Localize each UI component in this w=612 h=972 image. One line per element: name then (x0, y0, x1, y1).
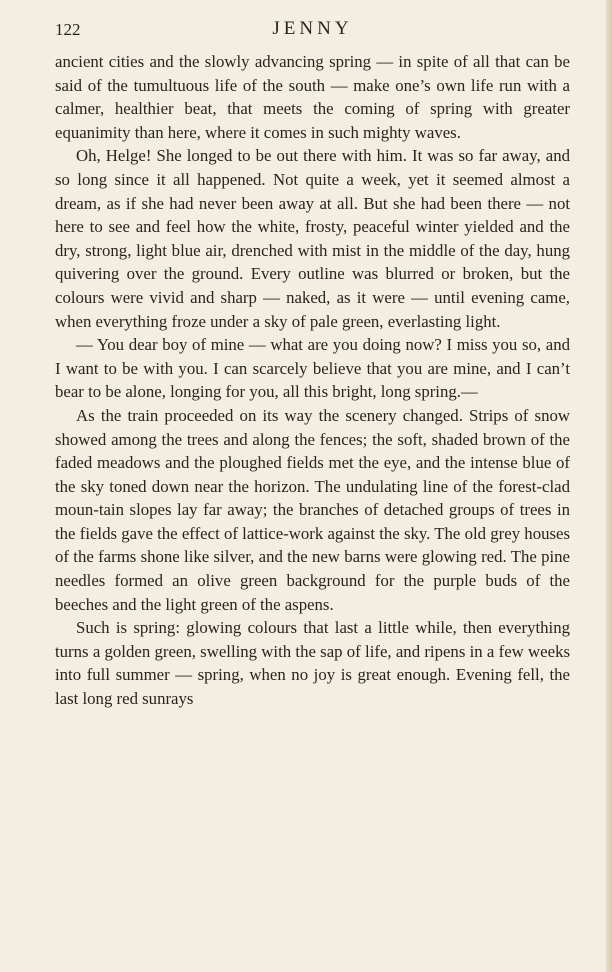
page-header (55, 18, 570, 46)
paragraph: — You dear boy of mine — what are you doing now? I miss you so, and I want to be with you. I can scarcely believe that you are mine, and I can’t bear to be alone, longing for you, all this bright, long spring.— (55, 335, 570, 402)
page-number: 122 (55, 20, 81, 39)
page-edge (606, 0, 612, 972)
body-text (55, 50, 570, 711)
paragraph: Oh, Helge! She longed to be out there with him. It was so far away, and so long since it all happened. Not quite a week, yet it seemed almost a dream, as if she had never been away at all. But she had been there — not here to see and feel how the white, frosty, peaceful winter yielded and the dry, strong, light blue air, drenched with mist in the middle of the day, hung quivering over the ground. Every outline was blurred or broken, but the colours were vivid and sharp — naked, as it were — until evening came, when everything froze under a sky of pale green, everlasting light. (55, 146, 570, 331)
running-title: JENNY (272, 18, 353, 39)
paragraph: As the train proceeded on its way the scenery changed. Strips of snow showed among the trees and along the fences; the soft, shaded brown of the faded meadows and the ploughed fields met the eye, and the intense blue of the sky toned down near the horizon. The undulating line of the forest-clad moun-tain slopes lay far away; the branches of detached groups of trees in the fields gave the effect of lattice-work against the sky. The old grey houses of the farms shone like silver, and the new barns were glowing red. The pine needles formed an olive green background for the purple buds of the beeches and the light green of the aspens. (55, 405, 570, 614)
paragraph: ancient cities and the slowly advancing spring — in spite of all that can be said of the tumultuous life of the south — make one’s own life run with a calmer, healthier beat, that meets the coming of spring with greater equanimity than here, where it comes in such mighty waves. (55, 52, 570, 142)
paragraph: Such is spring: glowing colours that last a little while, then everything turns a golden green, swelling with the sap of life, and ripens in a few weeks into full summer — spring, when no joy is great enough. Evening fell, the last long red sunrays (55, 618, 570, 709)
